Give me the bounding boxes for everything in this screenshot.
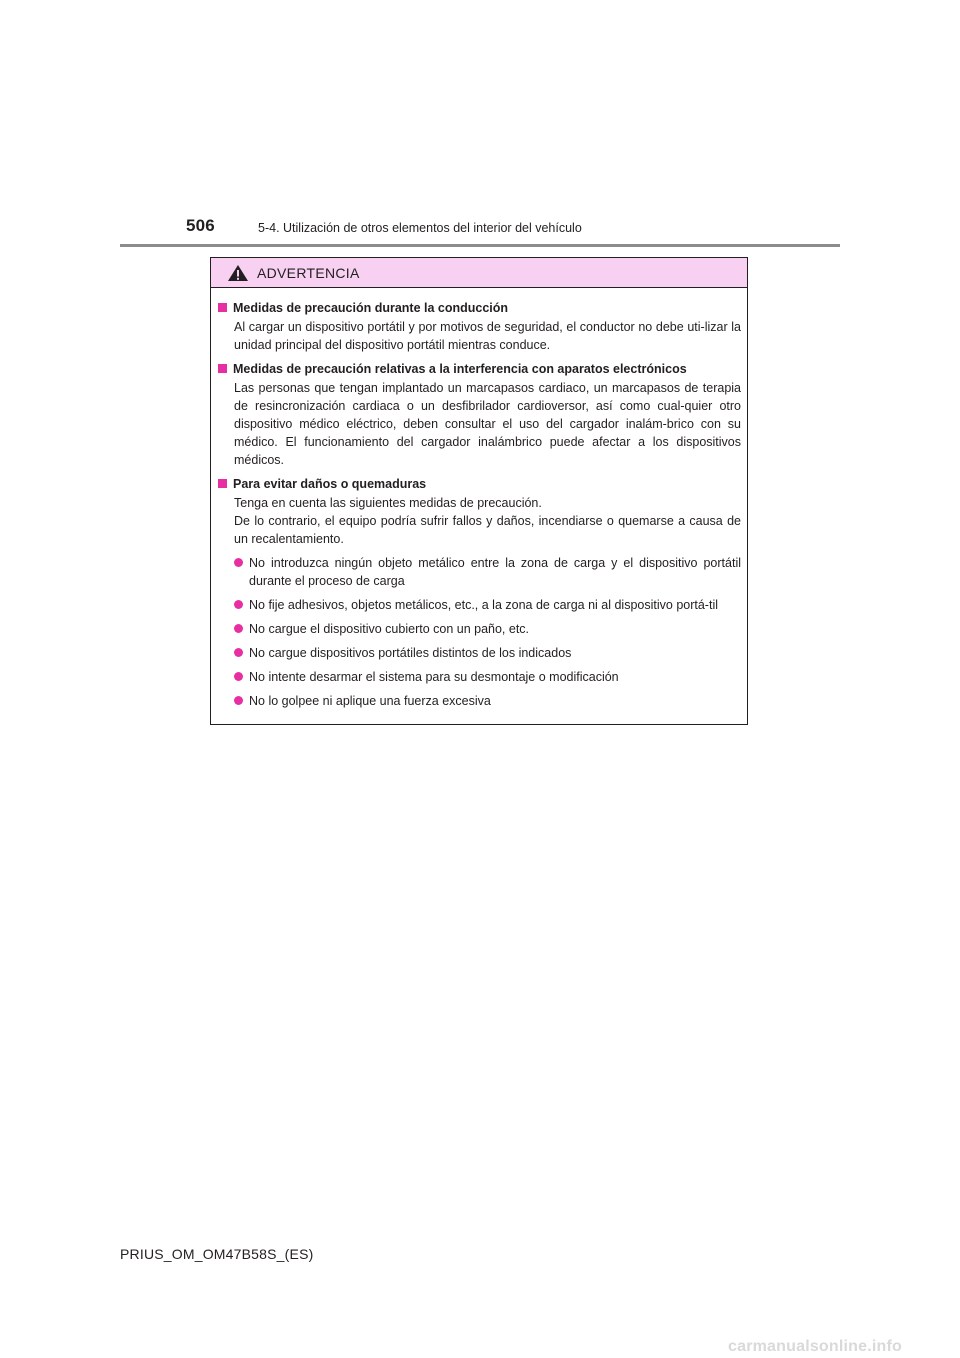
list-item <box>217 644 741 662</box>
warning-label: ADVERTENCIA <box>257 264 360 281</box>
list-item-text: No introduzca ningún objeto metálico entre la zona de carga y el dispositivo portátil durante el proceso de carga <box>249 556 741 588</box>
square-bullet-icon <box>218 364 227 373</box>
warning-triangle-icon <box>227 264 249 282</box>
section-heading <box>217 475 741 493</box>
section-heading <box>217 299 741 317</box>
section-paragraph: Las personas que tengan implantado un marcapasos cardiaco, un marcapasos de terapia de resincronización cardiaca o un desfibrilador cardioversor, así como cual-quier otro dispositivo médico eléctrico, deben consultar el uso del cargador inalám-brico con su médico. El funcionamiento del cargador inalámbrico puede afectar a los dispositivos médicos. <box>234 381 741 467</box>
list-item <box>217 620 741 638</box>
list-item <box>217 554 741 590</box>
section-paragraph: Al cargar un dispositivo portátil y por motivos de seguridad, el conductor no debe uti-lizar la unidad principal del dispositivo portátil mientras conduce. <box>234 320 741 352</box>
list-item-text: No intente desarmar el sistema para su desmontaje o modificación <box>249 670 619 684</box>
list-item <box>217 692 741 710</box>
list-item-text: No cargue el dispositivo cubierto con un paño, etc. <box>249 622 530 636</box>
section-heading-text: Medidas de precaución durante la conducción <box>233 301 509 315</box>
list-item-text: No cargue dispositivos portátiles distintos de los indicados <box>249 646 572 660</box>
circle-bullet-icon <box>234 624 243 633</box>
list-item <box>217 668 741 686</box>
section-paragraph: De lo contrario, el equipo podría sufrir fallos y daños, incendiarse o quemarse a causa de un recalentamiento. <box>234 514 741 546</box>
section-heading-text: Para evitar daños o quemaduras <box>233 477 427 491</box>
circle-bullet-icon <box>234 648 243 657</box>
list-item-text: No fije adhesivos, objetos metálicos, etc., a la zona de carga ni al dispositivo portá-til <box>249 598 718 612</box>
section-title: 5-4. Utilización de otros elementos del interior del vehículo <box>258 221 582 235</box>
circle-bullet-icon <box>234 600 243 609</box>
square-bullet-icon <box>218 479 227 488</box>
square-bullet-icon <box>218 303 227 312</box>
section-heading-text: Medidas de precaución relativas a la interferencia con aparatos electrónicos <box>233 362 687 376</box>
circle-bullet-icon <box>234 672 243 681</box>
warning-box <box>210 257 748 725</box>
list-item-text: No lo golpee ni aplique una fuerza excesiva <box>249 694 491 708</box>
section-paragraph: Tenga en cuenta las siguientes medidas de precaución. <box>234 496 542 510</box>
circle-bullet-icon <box>234 558 243 567</box>
section-heading <box>217 360 741 378</box>
header-rule <box>120 244 840 247</box>
circle-bullet-icon <box>234 696 243 705</box>
warning-header <box>211 258 747 288</box>
footer-document-code: PRIUS_OM_OM47B58S_(ES) <box>120 1246 314 1262</box>
page-number: 506 <box>186 216 215 235</box>
warning-body <box>211 288 747 724</box>
watermark: carmanualsonline.info <box>728 1338 903 1355</box>
list-item <box>217 596 741 614</box>
